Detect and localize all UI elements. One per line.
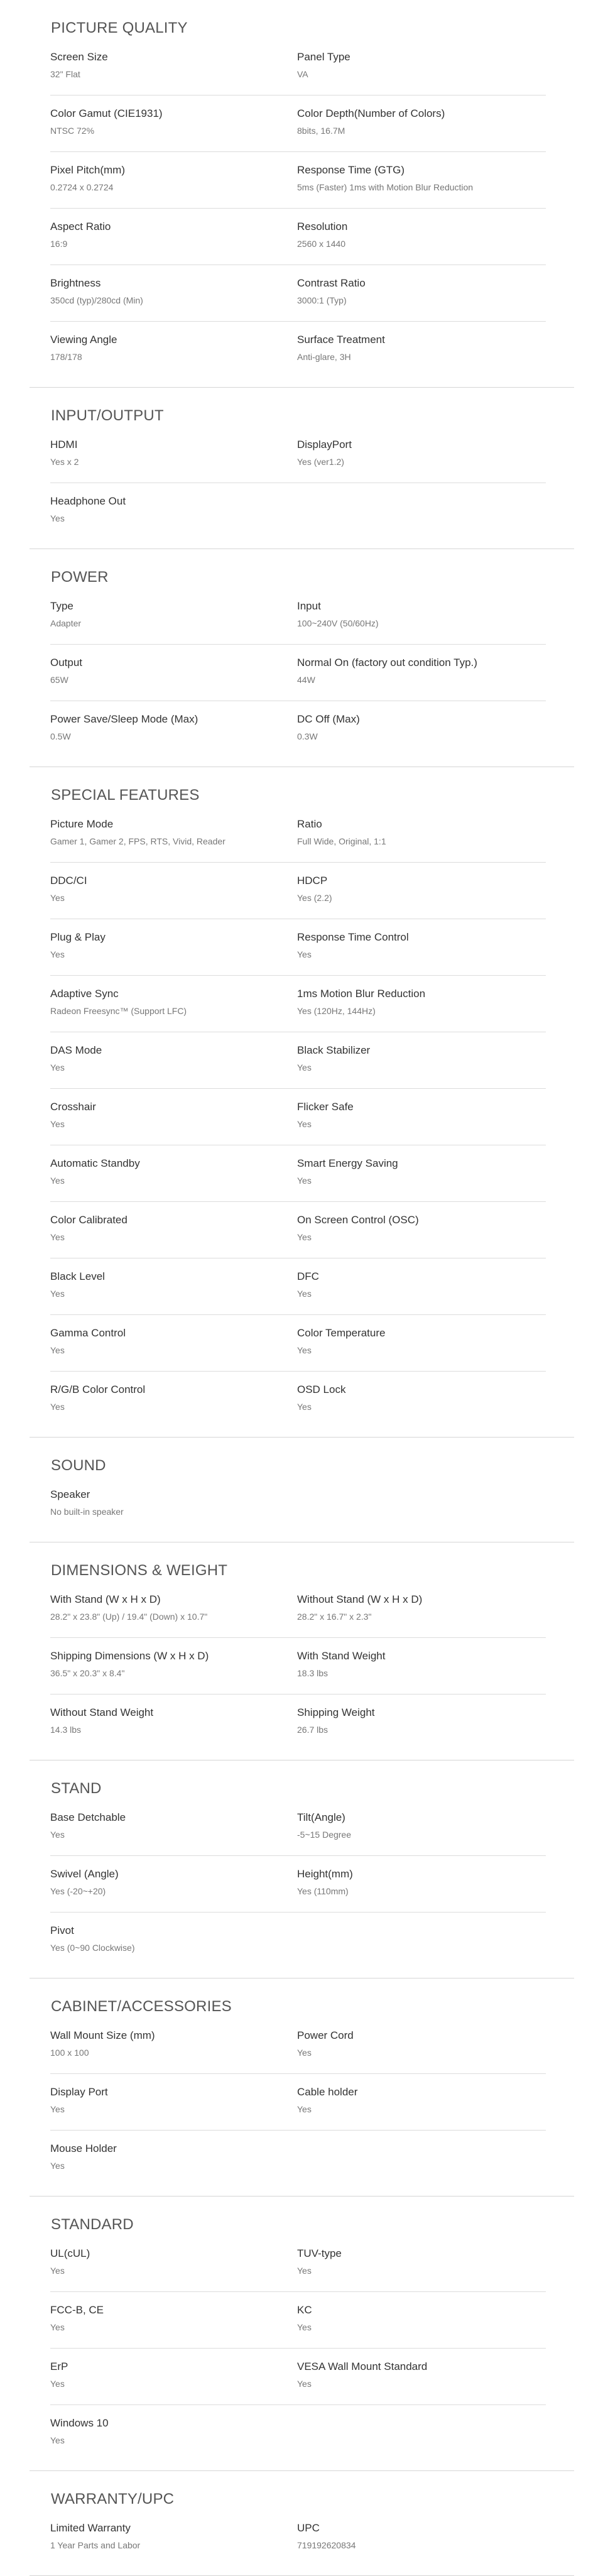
spec-value: Yes bbox=[297, 1119, 312, 1129]
spec-value: Yes bbox=[297, 949, 312, 959]
spec-value: Yes bbox=[297, 1289, 312, 1299]
spec-value: Yes (2.2) bbox=[297, 893, 332, 903]
spec-label: Cable holder bbox=[297, 2086, 358, 2098]
spec-label: Windows 10 bbox=[50, 2417, 109, 2429]
spec-row bbox=[50, 2235, 546, 2292]
spec-label: UPC bbox=[297, 2522, 320, 2534]
spec-item bbox=[50, 2235, 297, 2291]
spec-item bbox=[297, 2349, 546, 2404]
spec-value: Yes (0~90 Clockwise) bbox=[50, 1943, 135, 1953]
spec-item bbox=[297, 1032, 546, 1088]
spec-row bbox=[50, 2510, 546, 2567]
spec-value: 1 Year Parts and Labor bbox=[50, 2540, 141, 2550]
spec-label: Plug & Play bbox=[50, 931, 106, 943]
spec-row bbox=[50, 863, 546, 919]
spec-label: With Stand (W x H x D) bbox=[50, 1593, 161, 1605]
spec-value: Yes bbox=[50, 1176, 65, 1186]
spec-label: HDCP bbox=[297, 875, 328, 887]
spec-value: 28.2" x 16.7" x 2.3" bbox=[297, 1612, 372, 1622]
spec-value: Yes bbox=[50, 1119, 65, 1129]
spec-label: Wall Mount Size (mm) bbox=[50, 2029, 155, 2041]
spec-value: Yes bbox=[50, 1062, 65, 1072]
spec-row bbox=[50, 645, 546, 701]
section-title: INPUT/OUTPUT bbox=[51, 407, 164, 424]
spec-label: DAS Mode bbox=[50, 1044, 102, 1056]
spec-item bbox=[297, 1638, 546, 1694]
spec-item bbox=[297, 806, 546, 862]
spec-item bbox=[297, 1913, 546, 1969]
spec-value: Yes bbox=[297, 2104, 312, 2114]
spec-item bbox=[297, 265, 546, 321]
spec-section-power bbox=[30, 549, 574, 767]
spec-value: Yes bbox=[50, 2104, 65, 2114]
spec-item bbox=[297, 322, 546, 378]
spec-label: Automatic Standby bbox=[50, 1157, 140, 1169]
spec-label: Color Gamut (CIE1931) bbox=[50, 107, 163, 119]
spec-label: Power Cord bbox=[297, 2029, 354, 2041]
spec-label: Resolution bbox=[297, 221, 348, 232]
spec-item bbox=[50, 1145, 297, 1201]
spec-row bbox=[50, 2131, 546, 2187]
spec-value: 0.5W bbox=[50, 731, 71, 741]
spec-value: Yes bbox=[297, 2266, 312, 2276]
spec-label: UL(cUL) bbox=[50, 2247, 90, 2259]
spec-label: Ratio bbox=[297, 818, 322, 830]
spec-value: 8bits, 16.7M bbox=[297, 126, 345, 136]
spec-item bbox=[297, 645, 546, 701]
spec-item bbox=[297, 2405, 546, 2462]
spec-value: 18.3 lbs bbox=[297, 1668, 329, 1678]
spec-value: 5ms (Faster) 1ms with Motion Blur Reduction bbox=[297, 182, 474, 192]
spec-value: 65W bbox=[50, 675, 68, 685]
spec-row bbox=[50, 1476, 546, 1533]
spec-row bbox=[50, 1638, 546, 1695]
spec-item bbox=[50, 806, 297, 862]
spec-item bbox=[50, 483, 297, 540]
spec-item bbox=[50, 1799, 297, 1855]
spec-row bbox=[50, 39, 546, 96]
spec-row bbox=[50, 152, 546, 209]
spec-label: DC Off (Max) bbox=[297, 713, 360, 725]
section-title: STAND bbox=[51, 1780, 102, 1797]
spec-row bbox=[50, 209, 546, 265]
spec-item bbox=[50, 265, 297, 321]
spec-value: 719192620834 bbox=[297, 2540, 356, 2550]
spec-row bbox=[50, 1202, 546, 1258]
spec-value: Yes bbox=[297, 2322, 312, 2332]
spec-item bbox=[297, 427, 546, 483]
spec-item bbox=[297, 2017, 546, 2073]
spec-row bbox=[50, 2292, 546, 2349]
spec-item bbox=[297, 1799, 546, 1855]
spec-section-special-features bbox=[30, 767, 574, 1438]
spec-label: TUV-type bbox=[297, 2247, 342, 2259]
spec-item bbox=[297, 1372, 546, 1428]
spec-label: Without Stand Weight bbox=[50, 1706, 154, 1718]
spec-value: 100~240V (50/60Hz) bbox=[297, 618, 379, 628]
spec-value: 14.3 lbs bbox=[50, 1725, 82, 1735]
spec-value: Yes bbox=[297, 1062, 312, 1072]
spec-label: Black Stabilizer bbox=[297, 1044, 371, 1056]
spec-label: Display Port bbox=[50, 2086, 108, 2098]
spec-label: Swivel (Angle) bbox=[50, 1868, 119, 1880]
spec-item bbox=[297, 2074, 546, 2130]
spec-item bbox=[50, 209, 297, 265]
spec-label: Black Level bbox=[50, 1270, 105, 1282]
spec-item bbox=[50, 427, 297, 483]
spec-row bbox=[50, 1695, 546, 1751]
spec-item bbox=[50, 2349, 297, 2404]
spec-item bbox=[297, 863, 546, 919]
spec-item bbox=[50, 919, 297, 975]
spec-row bbox=[50, 265, 546, 322]
spec-value: Anti-glare, 3H bbox=[297, 352, 351, 362]
spec-item bbox=[297, 1145, 546, 1201]
spec-label: With Stand Weight bbox=[297, 1650, 386, 1662]
spec-value: Yes bbox=[297, 1402, 312, 1412]
spec-item bbox=[50, 1581, 297, 1637]
spec-item bbox=[297, 1089, 546, 1145]
spec-item bbox=[50, 588, 297, 644]
spec-value: Yes x 2 bbox=[50, 457, 79, 467]
spec-item bbox=[50, 1258, 297, 1314]
spec-item bbox=[50, 2405, 297, 2462]
spec-label: Height(mm) bbox=[297, 1868, 353, 1880]
spec-section-input-output bbox=[30, 388, 574, 549]
spec-item bbox=[50, 152, 297, 208]
spec-item bbox=[50, 701, 297, 758]
section-title: CABINET/ACCESSORIES bbox=[51, 1998, 232, 2015]
spec-value: Yes bbox=[297, 2048, 312, 2058]
spec-label: Smart Energy Saving bbox=[297, 1157, 398, 1169]
spec-label: OSD Lock bbox=[297, 1384, 346, 1395]
spec-value: Full Wide, Original, 1:1 bbox=[297, 836, 386, 846]
spec-value: Yes bbox=[50, 513, 65, 523]
spec-value: NTSC 72% bbox=[50, 126, 95, 136]
spec-value: 0.3W bbox=[297, 731, 318, 741]
spec-row bbox=[50, 2405, 546, 2462]
spec-label: Viewing Angle bbox=[50, 334, 117, 346]
spec-section-warranty-upc bbox=[30, 2471, 574, 2576]
spec-label: Pivot bbox=[50, 1924, 74, 1936]
spec-row bbox=[50, 806, 546, 863]
spec-row bbox=[50, 1856, 546, 1913]
spec-item bbox=[297, 919, 546, 975]
spec-item bbox=[297, 1315, 546, 1371]
spec-value: Yes bbox=[50, 949, 65, 959]
spec-item bbox=[50, 2292, 297, 2348]
spec-value: 2560 x 1440 bbox=[297, 239, 346, 249]
spec-row bbox=[50, 1581, 546, 1638]
spec-row bbox=[50, 1258, 546, 1315]
spec-item bbox=[50, 322, 297, 378]
spec-item bbox=[50, 96, 297, 151]
spec-value: Yes (-20~+20) bbox=[50, 1886, 106, 1896]
spec-item bbox=[297, 483, 546, 540]
spec-item bbox=[50, 1638, 297, 1694]
spec-value: Yes (ver1.2) bbox=[297, 457, 344, 467]
spec-section-dimensions-weight bbox=[30, 1542, 574, 1760]
spec-item bbox=[50, 2510, 297, 2567]
spec-row bbox=[50, 1032, 546, 1089]
spec-label: Input bbox=[297, 600, 321, 612]
spec-label: Tilt(Angle) bbox=[297, 1811, 345, 1823]
spec-label: ErP bbox=[50, 2360, 68, 2372]
spec-item bbox=[297, 1856, 546, 1912]
spec-value: 0.2724 x 0.2724 bbox=[50, 182, 114, 192]
section-title: SPECIAL FEATURES bbox=[51, 787, 200, 804]
spec-label: HDMI bbox=[50, 439, 78, 450]
spec-label: Aspect Ratio bbox=[50, 221, 111, 232]
spec-value: No built-in speaker bbox=[50, 1507, 124, 1517]
spec-value: VA bbox=[297, 69, 308, 79]
spec-label: Color Depth(Number of Colors) bbox=[297, 107, 445, 119]
spec-value: Radeon Freesync™ (Support LFC) bbox=[50, 1006, 187, 1016]
spec-value: 3000:1 (Typ) bbox=[297, 295, 347, 305]
section-title: STANDARD bbox=[51, 2216, 134, 2233]
spec-row bbox=[50, 919, 546, 976]
spec-label: Contrast Ratio bbox=[297, 277, 366, 289]
spec-item bbox=[297, 2292, 546, 2348]
spec-section-sound bbox=[30, 1438, 574, 1542]
section-title: SOUND bbox=[51, 1457, 106, 1474]
spec-item bbox=[50, 2074, 297, 2130]
spec-section-standard bbox=[30, 2197, 574, 2471]
spec-row bbox=[50, 1913, 546, 1969]
spec-item bbox=[297, 1202, 546, 1258]
spec-label: Shipping Dimensions (W x H x D) bbox=[50, 1650, 209, 1662]
spec-item bbox=[297, 1258, 546, 1314]
spec-item bbox=[50, 1856, 297, 1912]
spec-label: DDC/CI bbox=[50, 875, 87, 887]
spec-item bbox=[50, 1695, 297, 1751]
spec-label: Headphone Out bbox=[50, 495, 126, 507]
spec-item bbox=[50, 1476, 297, 1533]
spec-row bbox=[50, 701, 546, 758]
spec-label: VESA Wall Mount Standard bbox=[297, 2360, 428, 2372]
spec-value: 44W bbox=[297, 675, 315, 685]
section-title: DIMENSIONS & WEIGHT bbox=[51, 1562, 228, 1579]
spec-label: R/G/B Color Control bbox=[50, 1384, 146, 1395]
spec-value: Yes bbox=[50, 893, 65, 903]
spec-item bbox=[50, 645, 297, 701]
spec-label: FCC-B, CE bbox=[50, 2304, 104, 2316]
spec-item bbox=[50, 976, 297, 1032]
spec-row bbox=[50, 96, 546, 152]
spec-item bbox=[297, 588, 546, 644]
spec-item bbox=[297, 2131, 546, 2187]
section-title: POWER bbox=[51, 569, 109, 586]
spec-item bbox=[297, 1695, 546, 1751]
spec-value: -5~15 Degree bbox=[297, 1830, 352, 1840]
spec-label: Power Save/Sleep Mode (Max) bbox=[50, 713, 198, 725]
spec-item bbox=[50, 2017, 297, 2073]
spec-value: Yes bbox=[50, 1830, 65, 1840]
spec-item bbox=[297, 976, 546, 1032]
spec-item bbox=[297, 96, 546, 151]
spec-value: Yes bbox=[297, 1176, 312, 1186]
spec-row bbox=[50, 1145, 546, 1202]
spec-value: Yes bbox=[50, 1402, 65, 1412]
spec-item bbox=[297, 2235, 546, 2291]
spec-label: Output bbox=[50, 657, 83, 669]
spec-row bbox=[50, 1372, 546, 1428]
spec-label: Surface Treatment bbox=[297, 334, 385, 346]
section-title: PICTURE QUALITY bbox=[51, 19, 188, 36]
spec-value: Yes bbox=[50, 1345, 65, 1355]
spec-item bbox=[297, 39, 546, 95]
spec-label: Panel Type bbox=[297, 51, 350, 63]
spec-label: DisplayPort bbox=[297, 439, 352, 450]
section-title: WARRANTY/UPC bbox=[51, 2491, 175, 2508]
spec-label: Speaker bbox=[50, 1488, 90, 1500]
spec-row bbox=[50, 483, 546, 540]
spec-item bbox=[50, 1089, 297, 1145]
spec-label: Brightness bbox=[50, 277, 101, 289]
spec-label: KC bbox=[297, 2304, 312, 2316]
spec-item bbox=[50, 1032, 297, 1088]
spec-value: 100 x 100 bbox=[50, 2048, 89, 2058]
spec-item bbox=[297, 209, 546, 265]
spec-label: Picture Mode bbox=[50, 818, 114, 830]
spec-item bbox=[50, 1913, 297, 1969]
spec-label: DFC bbox=[297, 1270, 319, 1282]
spec-item bbox=[297, 1581, 546, 1637]
spec-item bbox=[50, 1372, 297, 1428]
spec-item bbox=[50, 2131, 297, 2187]
spec-section-stand bbox=[30, 1760, 574, 1978]
spec-row bbox=[50, 322, 546, 378]
spec-row bbox=[50, 2349, 546, 2405]
spec-value: 178/178 bbox=[50, 352, 82, 362]
spec-row bbox=[50, 2074, 546, 2131]
spec-label: Type bbox=[50, 600, 73, 612]
spec-label: Mouse Holder bbox=[50, 2142, 117, 2154]
spec-item bbox=[297, 152, 546, 208]
spec-value: 28.2" x 23.8" (Up) / 19.4" (Down) x 10.7" bbox=[50, 1612, 208, 1622]
spec-label: Limited Warranty bbox=[50, 2522, 131, 2534]
spec-label: Flicker Safe bbox=[297, 1101, 354, 1113]
spec-item bbox=[50, 863, 297, 919]
spec-row bbox=[50, 976, 546, 1032]
spec-row bbox=[50, 2017, 546, 2074]
spec-value: 36.5" x 20.3" x 8.4" bbox=[50, 1668, 125, 1678]
spec-label: 1ms Motion Blur Reduction bbox=[297, 988, 426, 1000]
spec-row bbox=[50, 1315, 546, 1372]
spec-value: Yes (110mm) bbox=[297, 1886, 349, 1896]
spec-value: 350cd (typ)/280cd (Min) bbox=[50, 295, 143, 305]
spec-label: Normal On (factory out condition Typ.) bbox=[297, 657, 477, 669]
spec-item bbox=[50, 1315, 297, 1371]
spec-label: On Screen Control (OSC) bbox=[297, 1214, 419, 1226]
spec-label: Base Detchable bbox=[50, 1811, 126, 1823]
spec-value: Yes bbox=[50, 2322, 65, 2332]
spec-label: Gamma Control bbox=[50, 1327, 126, 1339]
spec-label: Color Temperature bbox=[297, 1327, 386, 1339]
spec-section-cabinet-accessories bbox=[30, 1978, 574, 2197]
spec-label: Screen Size bbox=[50, 51, 108, 63]
spec-value: 32" Flat bbox=[50, 69, 80, 79]
spec-value: 16:9 bbox=[50, 239, 68, 249]
spec-item bbox=[297, 1476, 546, 1533]
spec-value: Yes bbox=[297, 1232, 312, 1242]
spec-value: Yes (120Hz, 144Hz) bbox=[297, 1006, 376, 1016]
spec-row bbox=[50, 1089, 546, 1145]
spec-value: Yes bbox=[50, 2435, 65, 2445]
spec-row bbox=[50, 1799, 546, 1856]
spec-item bbox=[297, 701, 546, 758]
spec-item bbox=[297, 2510, 546, 2567]
spec-label: Color Calibrated bbox=[50, 1214, 128, 1226]
spec-value: Yes bbox=[50, 2266, 65, 2276]
spec-label: Without Stand (W x H x D) bbox=[297, 1593, 423, 1605]
spec-item bbox=[50, 1202, 297, 1258]
spec-label: Pixel Pitch(mm) bbox=[50, 164, 126, 176]
spec-value: Gamer 1, Gamer 2, FPS, RTS, Vivid, Reader bbox=[50, 836, 225, 846]
spec-item bbox=[50, 39, 297, 95]
spec-row bbox=[50, 588, 546, 645]
spec-value: Yes bbox=[297, 1345, 312, 1355]
spec-section-picture-quality bbox=[30, 0, 574, 388]
spec-value: Yes bbox=[50, 1289, 65, 1299]
spec-value: Yes bbox=[50, 2379, 65, 2389]
spec-label: Response Time (GTG) bbox=[297, 164, 405, 176]
spec-value: Yes bbox=[297, 2379, 312, 2389]
spec-label: Shipping Weight bbox=[297, 1706, 375, 1718]
spec-label: Adaptive Sync bbox=[50, 988, 119, 1000]
spec-value: Yes bbox=[50, 2161, 65, 2171]
spec-row bbox=[50, 427, 546, 483]
spec-label: Response Time Control bbox=[297, 931, 409, 943]
spec-label: Crosshair bbox=[50, 1101, 96, 1113]
spec-value: Adapter bbox=[50, 618, 82, 628]
spec-value: 26.7 lbs bbox=[297, 1725, 329, 1735]
spec-value: Yes bbox=[50, 1232, 65, 1242]
